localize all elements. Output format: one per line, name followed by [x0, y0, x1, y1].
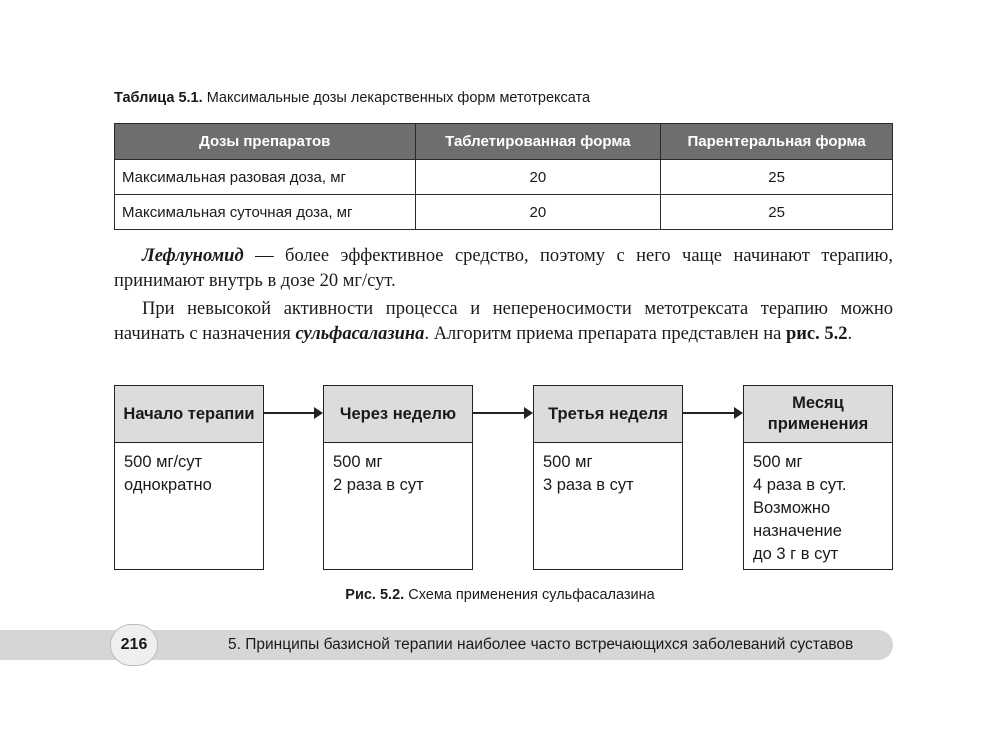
- step-dose: 500 мг 4 раза в сут. Возможно назначение до 3 г в сут: [753, 453, 847, 563]
- arrow-icon: [683, 412, 741, 414]
- step-dose: 500 мг 2 раза в сут: [333, 453, 424, 494]
- paragraph-text: .: [847, 324, 853, 344]
- paragraph-sulfasalazine: [114, 297, 893, 347]
- column-header: Дозы препаратов: [115, 124, 416, 160]
- table-cell: 20: [415, 160, 661, 195]
- step-title: Через неделю: [324, 386, 472, 443]
- step-title: Месяц применения: [744, 386, 892, 443]
- column-header: Парентеральная форма: [661, 124, 893, 160]
- table-caption-text: Максимальные дозы лекарственных форм метотрексата: [206, 90, 591, 106]
- table-cell: Максимальная разовая доза, мг: [115, 160, 416, 195]
- table-cell: 25: [661, 160, 893, 195]
- running-footer-title: 5. Принципы базисной терапии наиболее часто встречающихся заболеваний суставов: [228, 636, 854, 653]
- step-box: [114, 385, 264, 570]
- table-caption-label: Таблица 5.1.: [114, 90, 203, 106]
- drug-term: сульфасалазина: [295, 324, 425, 344]
- figure-caption: [0, 587, 1000, 603]
- table-row: [115, 195, 893, 230]
- table-caption: [114, 90, 590, 106]
- paragraph-leflunomide: [114, 244, 893, 294]
- arrow-icon: [473, 412, 531, 414]
- step-box: [533, 385, 683, 570]
- table-cell: Максимальная суточная доза, мг: [115, 195, 416, 230]
- table-cell: 25: [661, 195, 893, 230]
- column-header: Таблетированная форма: [415, 124, 661, 160]
- paragraph-text: — более эффективное средство, поэтому с него чаще начинают терапию, принимают внутрь в дозе 20 мг/сут.: [114, 246, 893, 291]
- step-box: [743, 385, 893, 570]
- step-box: [323, 385, 473, 570]
- page-number: 216: [110, 624, 158, 666]
- figure-caption-text: Схема применения сульфасалазина: [408, 587, 655, 603]
- figure-caption-label: Рис. 5.2.: [345, 587, 405, 603]
- figure-reference: рис. 5.2: [785, 324, 848, 344]
- table-cell: 20: [415, 195, 661, 230]
- table-row: [115, 160, 893, 195]
- table-header-row: [115, 124, 893, 160]
- step-dose: 500 мг/сут однократно: [124, 453, 212, 494]
- step-title: Начало терапии: [115, 386, 263, 443]
- step-title: Третья неделя: [534, 386, 682, 443]
- methotrexate-doses-table: [114, 123, 893, 230]
- step-dose: 500 мг 3 раза в сут: [543, 453, 634, 494]
- drug-term: Лефлуномид: [142, 246, 244, 266]
- paragraph-text: . Алгоритм приема препарата представлен на: [424, 324, 786, 344]
- paragraph-text: При невысокой активности процесса и непереносимости метотрексата терапию можно начинать с назначения: [114, 299, 893, 344]
- arrow-icon: [264, 412, 321, 414]
